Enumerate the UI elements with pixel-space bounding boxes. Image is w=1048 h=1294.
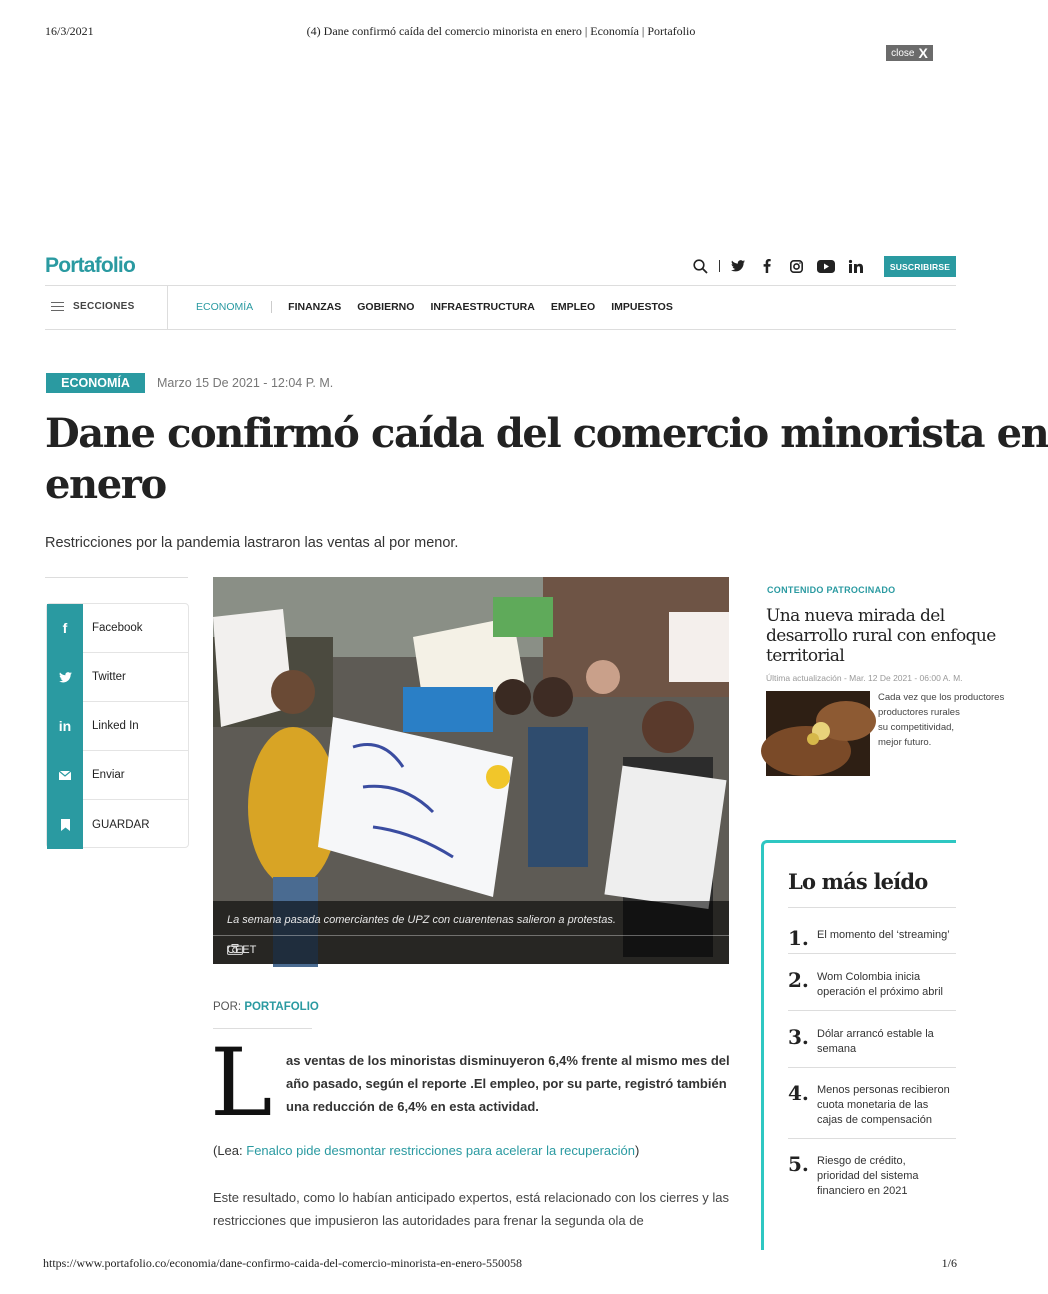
most-read-text (817, 1154, 957, 1199)
related-read (213, 1143, 639, 1158)
linkedin-icon: in (47, 702, 83, 751)
search-icon[interactable] (690, 256, 710, 276)
share-facebook-button[interactable] (47, 604, 188, 653)
most-read-number: 1. (788, 926, 809, 950)
nav-item-economia[interactable]: ECONOMÍA (196, 301, 254, 313)
section-nav (196, 301, 689, 313)
related-prefix: (Lea: (213, 1143, 247, 1158)
twitter-icon[interactable] (728, 256, 748, 276)
share-label: Twitter (92, 671, 126, 683)
share-email-button[interactable] (47, 751, 188, 800)
bookmark-icon (47, 800, 83, 849)
ad-close-label: close (891, 47, 915, 59)
close-icon: X (918, 45, 928, 61)
most-read-text (817, 970, 957, 1000)
facebook-icon[interactable] (757, 256, 777, 276)
sections-label: SECCIONES (73, 301, 135, 312)
headline-line-1: Dane confirmó caída del comercio minorista en (45, 410, 1048, 457)
headline-line-2: enero (45, 461, 166, 508)
related-link[interactable]: Fenalco pide desmontar restricciones para acelerar la recuperación (246, 1143, 636, 1158)
article-headline (45, 408, 1048, 510)
article-body-paragraph: Este resultado, como lo habían anticipado expertos, está relacionado con los cierres y las restricciones que impusieron las autoridades para frenar la segunda ola de (213, 1190, 729, 1228)
photo-caption-bar (213, 901, 729, 964)
print-date: 16/3/2021 (45, 24, 94, 38)
most-read-line: operación el próximo abril (817, 986, 943, 998)
share-linkedin-button[interactable] (47, 702, 188, 751)
article-photo[interactable] (213, 577, 729, 964)
sponsored-label: CONTENIDO PATROCINADO (767, 585, 896, 595)
most-read-number: 5. (788, 1152, 809, 1176)
save-button[interactable] (47, 800, 188, 849)
nav-item-infraestructura[interactable]: INFRAESTRUCTURA (430, 301, 535, 313)
most-read-number: 2. (788, 968, 809, 992)
site-logo[interactable]: Portafolio (45, 254, 135, 277)
nav-item-impuestos[interactable]: IMPUESTOS (611, 301, 673, 313)
subscribe-button[interactable]: SUSCRIBIRSE (884, 256, 956, 277)
most-read-line: El momento del ‘streaming’ (817, 929, 950, 941)
sponsored-desc-line: su competitividad, (878, 722, 955, 733)
sponsored-title-line: Una nueva mirada del (766, 606, 945, 626)
share-label: Linked In (92, 720, 139, 732)
most-read-text (817, 928, 957, 943)
youtube-icon[interactable] (815, 256, 837, 276)
most-read-line: Wom Colombia inicia (817, 971, 921, 983)
most-read-title: Lo más leído (788, 869, 928, 894)
most-read-widget (761, 840, 956, 1250)
article-subtitle: Restricciones por la pandemia lastraron las ventas al por menor. (45, 535, 459, 551)
sponsored-title-line: territorial (766, 646, 845, 666)
print-title: (4) Dane confirmó caída del comercio minorista en enero | Economía | Portafolio (306, 24, 696, 38)
header-separator (719, 260, 720, 272)
nav-item-gobierno[interactable]: GOBIERNO (357, 301, 415, 313)
sections-menu-button[interactable] (51, 301, 135, 312)
most-read-text (817, 1083, 957, 1128)
share-box (46, 603, 189, 848)
related-suffix: ) (635, 1143, 640, 1158)
share-label: Facebook (92, 622, 143, 634)
sponsored-meta: Última actualización - Mar. 12 De 2021 - 06:00 A. M. (766, 673, 963, 683)
nav-vertical-divider (167, 286, 168, 329)
sponsored-desc-line: mejor futuro. (878, 737, 932, 748)
nav-item-empleo[interactable]: EMPLEO (550, 301, 596, 313)
category-tag[interactable]: ECONOMÍA (46, 373, 145, 393)
byline (213, 1001, 319, 1013)
article-lead: as ventas de los minoristas disminuyeron 6,4% frente al mismo mes del año pasado, según el reporte .El empleo, por su parte, registró también una reducción de 6,4% en esta actividad. (286, 1053, 730, 1114)
most-read-number: 4. (788, 1081, 809, 1105)
most-read-line: semana (817, 1043, 857, 1055)
most-read-line: financiero en 2021 (817, 1185, 908, 1197)
sponsored-description (878, 690, 1005, 750)
nav-item-finanzas[interactable]: FINANZAS (288, 301, 342, 313)
most-read-divider (788, 1138, 956, 1139)
facebook-icon: f (47, 604, 83, 653)
most-read-line: Menos personas recibieron (817, 1084, 950, 1096)
camera-icon (227, 944, 243, 955)
nav-top-divider (45, 285, 956, 286)
publish-date: Marzo 15 De 2021 - 12:04 P. M. (157, 376, 334, 390)
most-read-divider (788, 907, 956, 908)
sponsored-title-line: desarrollo rural con enfoque (766, 626, 996, 646)
most-read-line: cajas de compensación (817, 1114, 932, 1126)
photo-credit (227, 944, 256, 956)
mail-icon (47, 751, 83, 800)
nav-bottom-divider (45, 329, 956, 330)
most-read-number: 3. (788, 1025, 809, 1049)
photo-caption: La semana pasada comerciantes de UPZ con cuarentenas salieron a protestas. (227, 914, 616, 926)
sponsored-thumb-illustration (766, 691, 870, 776)
hamburger-icon (51, 302, 64, 311)
photo-credit-label: CEET (227, 944, 257, 956)
linkedin-icon[interactable] (846, 256, 866, 276)
byline-author[interactable]: PORTAFOLIO (244, 1001, 319, 1013)
most-read-line: prioridad del sistema (817, 1170, 919, 1182)
drop-cap: L (210, 1029, 273, 1138)
ad-close-button[interactable] (886, 45, 933, 61)
save-label: GUARDAR (92, 818, 150, 831)
most-read-line: Dólar arrancó estable la (817, 1028, 934, 1040)
sponsored-thumbnail[interactable] (766, 691, 870, 776)
share-label: Enviar (92, 769, 125, 781)
header-social-bar (690, 256, 875, 276)
print-page-number: 1/6 (941, 1256, 957, 1270)
instagram-icon[interactable] (786, 256, 806, 276)
most-read-line: cuota monetaria de las (817, 1099, 929, 1111)
sponsored-desc-line: productores rurales (878, 707, 960, 718)
most-read-divider (788, 1010, 956, 1011)
share-twitter-button[interactable] (47, 653, 188, 702)
print-url: https://www.portafolio.co/economia/dane-confirmo-caida-del-comercio-minorista-en-enero-550058 (43, 1256, 523, 1270)
nav-separator (271, 301, 272, 313)
share-top-divider (45, 577, 188, 578)
most-read-divider (788, 953, 956, 954)
print-footer (43, 1256, 957, 1272)
twitter-icon (47, 653, 83, 702)
most-read-divider (788, 1067, 956, 1068)
byline-prefix: POR: (213, 1001, 245, 1013)
caption-divider (213, 935, 729, 936)
sponsored-title[interactable] (766, 606, 996, 666)
sponsored-desc-line: Cada vez que los productores (878, 692, 1005, 703)
print-header (45, 24, 957, 40)
most-read-line: Riesgo de crédito, (817, 1155, 906, 1167)
most-read-text (817, 1027, 957, 1057)
